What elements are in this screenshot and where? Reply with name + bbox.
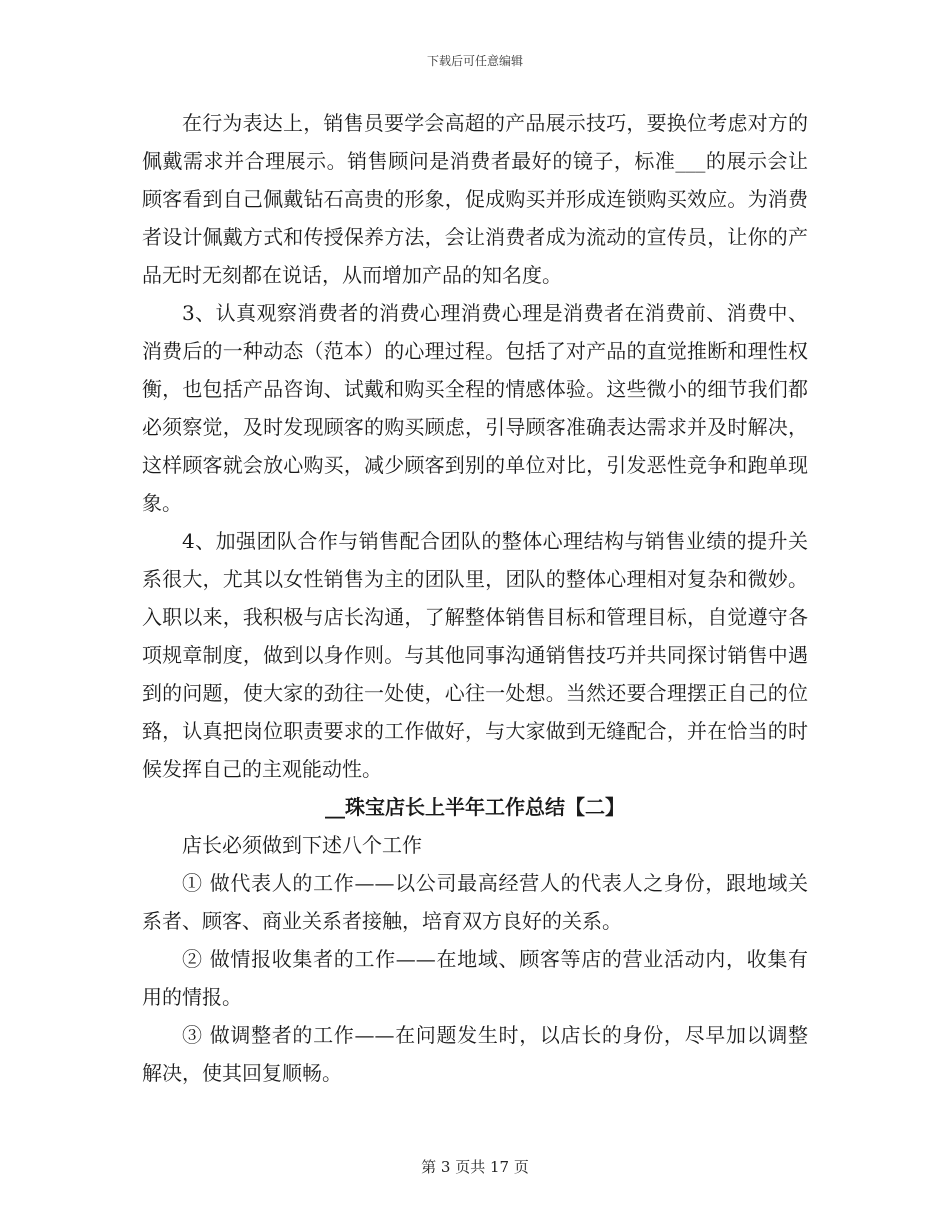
page-footer: 第 3 页共 17 页 — [421, 1158, 529, 1176]
paragraph-display-skills: 在行为表达上，销售员要学会高超的产品展示技巧，要换位考虑对方的佩戴需求并合理展示。销售顾问是消费者最好的镜子，标准___的展示会让顾客看到自己佩戴钻石高贵的形象，促成购买并形成连锁购买效应。为消费者设计佩戴方式和传授保养方法，会让消费者成为流动的宣传员，让你的产品无时无刻都在说话，从而增加产品的知名度。 — [142, 111, 808, 287]
list-item-information-collector: ② 做情报收集者的工作——在地域、顾客等店的营业活动内，收集有用的情报。 — [142, 947, 808, 1009]
paragraph-team-cooperation: 4、加强团队合作与销售配合团队的整体心理结构与销售业绩的提升关系很大，尤其以女性销售为主的团队里，团队的整体心理相对复杂和微妙。入职以来，我积极与店长沟通，了解整体销售目标和管理目标，自觉遵守各项规章制度，做到以身作则。与其他同事沟通销售技巧并共同探讨销售中遇到的问题，使大家的劲往一处使，心往一处想。当然还要合理摆正自己的位臵，认真把岗位职责要求的工作做好，与大家做到无缝配合，并在恰当的时候发挥自己的主观能动性。 — [142, 529, 808, 781]
page-header: 下载后可任意编辑 — [426, 54, 523, 68]
section-title: __珠宝店长上半年工作总结【二】 — [325, 795, 625, 819]
list-item-coordinator: ③ 做调整者的工作——在问题发生时，以店长的身份，尽早加以调整解决，使其回复顺畅。 — [142, 1023, 808, 1085]
paragraph-consumer-psychology: 3、认真观察消费者的消费心理消费心理是消费者在消费前、消费中、消费后的一种动态（范本）的心理过程。包括了对产品的直觉推断和理性权衡，也包括产品咨询、试戴和购买全程的情感体验。这些微小的细节我们都必须察觉，及时发现顾客的购买顾虑，引导顾客准确表达需求并及时解决，这样顾客就会放心购买，减少顾客到别的单位对比，引发恶性竞争和跑单现象。 — [142, 301, 808, 515]
list-item-representative: ① 做代表人的工作——以公司最高经营人的代表人之身份，跟地域关系者、顾客、商业关系者接触，培育双方良好的关系。 — [142, 871, 808, 933]
document-body — [142, 104, 808, 1092]
list-intro: 店长必须做到下述八个工作 — [182, 833, 422, 857]
